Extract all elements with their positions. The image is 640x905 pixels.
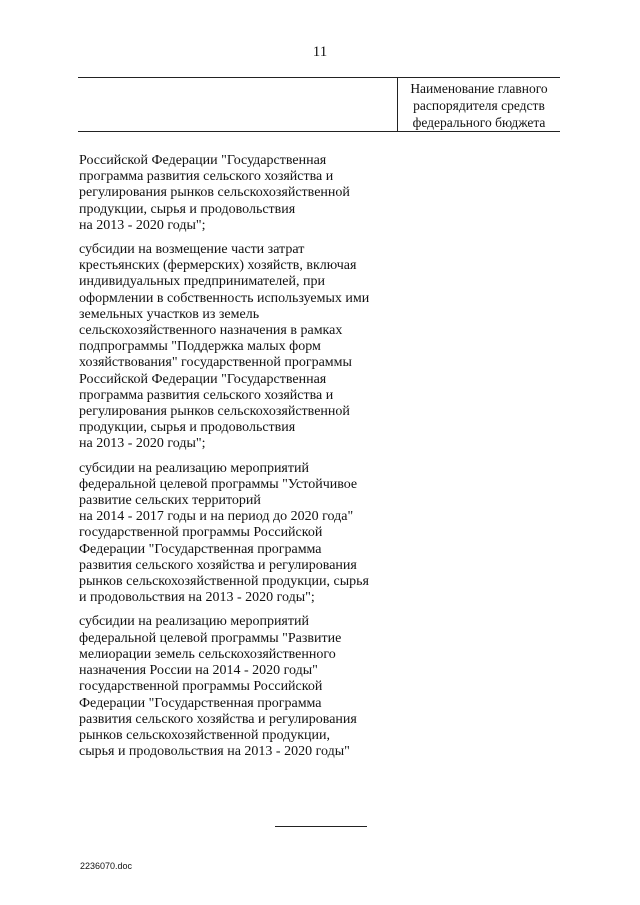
text-line: на 2013 - 2020 годы"; xyxy=(79,217,206,233)
text-line: государственной программы Российской xyxy=(79,679,323,695)
header-cell-ministry-name xyxy=(398,80,560,131)
text-line: на 2013 - 2020 годы"; xyxy=(79,436,206,452)
text-line: Федерации "Государственная программа xyxy=(79,695,322,711)
document-file-code: 2236070.doc xyxy=(80,861,133,871)
header-cell-line: Наименование главного xyxy=(410,81,548,96)
text-line: продукции, сырья и продовольствия xyxy=(79,201,296,217)
paragraph-2 xyxy=(79,242,409,453)
text-line: субсидии на возмещение части затрат xyxy=(79,242,305,258)
text-line: и продовольствия на 2013 - 2020 годы"; xyxy=(79,590,315,606)
text-line: земельных участков из земель xyxy=(79,306,260,322)
text-line: регулирования рынков сельскохозяйственной xyxy=(79,404,350,420)
paragraph-1 xyxy=(79,153,409,234)
text-line: государственной программы Российской xyxy=(79,525,323,541)
text-line: рынков сельскохозяйственной продукции, сырья xyxy=(79,574,369,590)
paragraph-4 xyxy=(79,614,409,760)
header-cell-line: федерального бюджета xyxy=(412,115,546,130)
text-line: развития сельского хозяйства и регулирования xyxy=(79,557,357,573)
text-line: Российской Федерации "Государственная xyxy=(79,371,327,387)
text-line: федеральной целевой программы "Развитие xyxy=(79,630,342,646)
text-line: хозяйствования" государственной программы xyxy=(79,355,352,371)
page-number: 11 xyxy=(312,44,328,60)
document-body xyxy=(79,153,409,768)
text-line: Федерации "Государственная программа xyxy=(79,541,322,557)
text-line: продукции, сырья и продовольствия xyxy=(79,420,296,436)
text-line: мелиорации земель сельскохозяйственного xyxy=(79,646,336,662)
text-line: программа развития сельского хозяйства и xyxy=(79,169,334,185)
text-line: крестьянских (фермерских) хозяйств, включая xyxy=(79,258,357,274)
paragraph-3 xyxy=(79,461,409,607)
end-of-section-rule xyxy=(275,826,367,827)
text-line: на 2014 - 2017 годы и на период до 2020 года" xyxy=(79,509,354,525)
text-line: назначения России на 2014 - 2020 годы" xyxy=(79,663,318,679)
text-line: субсидии на реализацию мероприятий xyxy=(79,614,309,630)
text-line: индивидуальных предпринимателей, при xyxy=(79,274,325,290)
text-line: Российской Федерации "Государственная xyxy=(79,153,327,168)
text-line: субсидии на реализацию мероприятий xyxy=(79,460,309,476)
text-line: федеральной целевой программы "Устойчивое xyxy=(79,476,358,492)
text-line: регулирования рынков сельскохозяйственной xyxy=(79,185,350,201)
text-line: сырья и продовольствия на 2013 - 2020 годы" xyxy=(79,744,350,760)
text-line: сельскохозяйственного назначения в рамках xyxy=(79,323,343,339)
text-line: программа развития сельского хозяйства и xyxy=(79,387,334,403)
text-line: рынков сельскохозяйственной продукции, xyxy=(79,727,330,743)
text-line: развитие сельских территорий xyxy=(79,493,261,509)
text-line: подпрограммы "Поддержка малых форм xyxy=(79,339,321,355)
table-header xyxy=(78,77,560,132)
text-line: оформлении в собственность используемых ими xyxy=(79,290,370,306)
header-cell-line: распорядителя средств xyxy=(413,98,545,113)
text-line: развития сельского хозяйства и регулирования xyxy=(79,711,357,727)
